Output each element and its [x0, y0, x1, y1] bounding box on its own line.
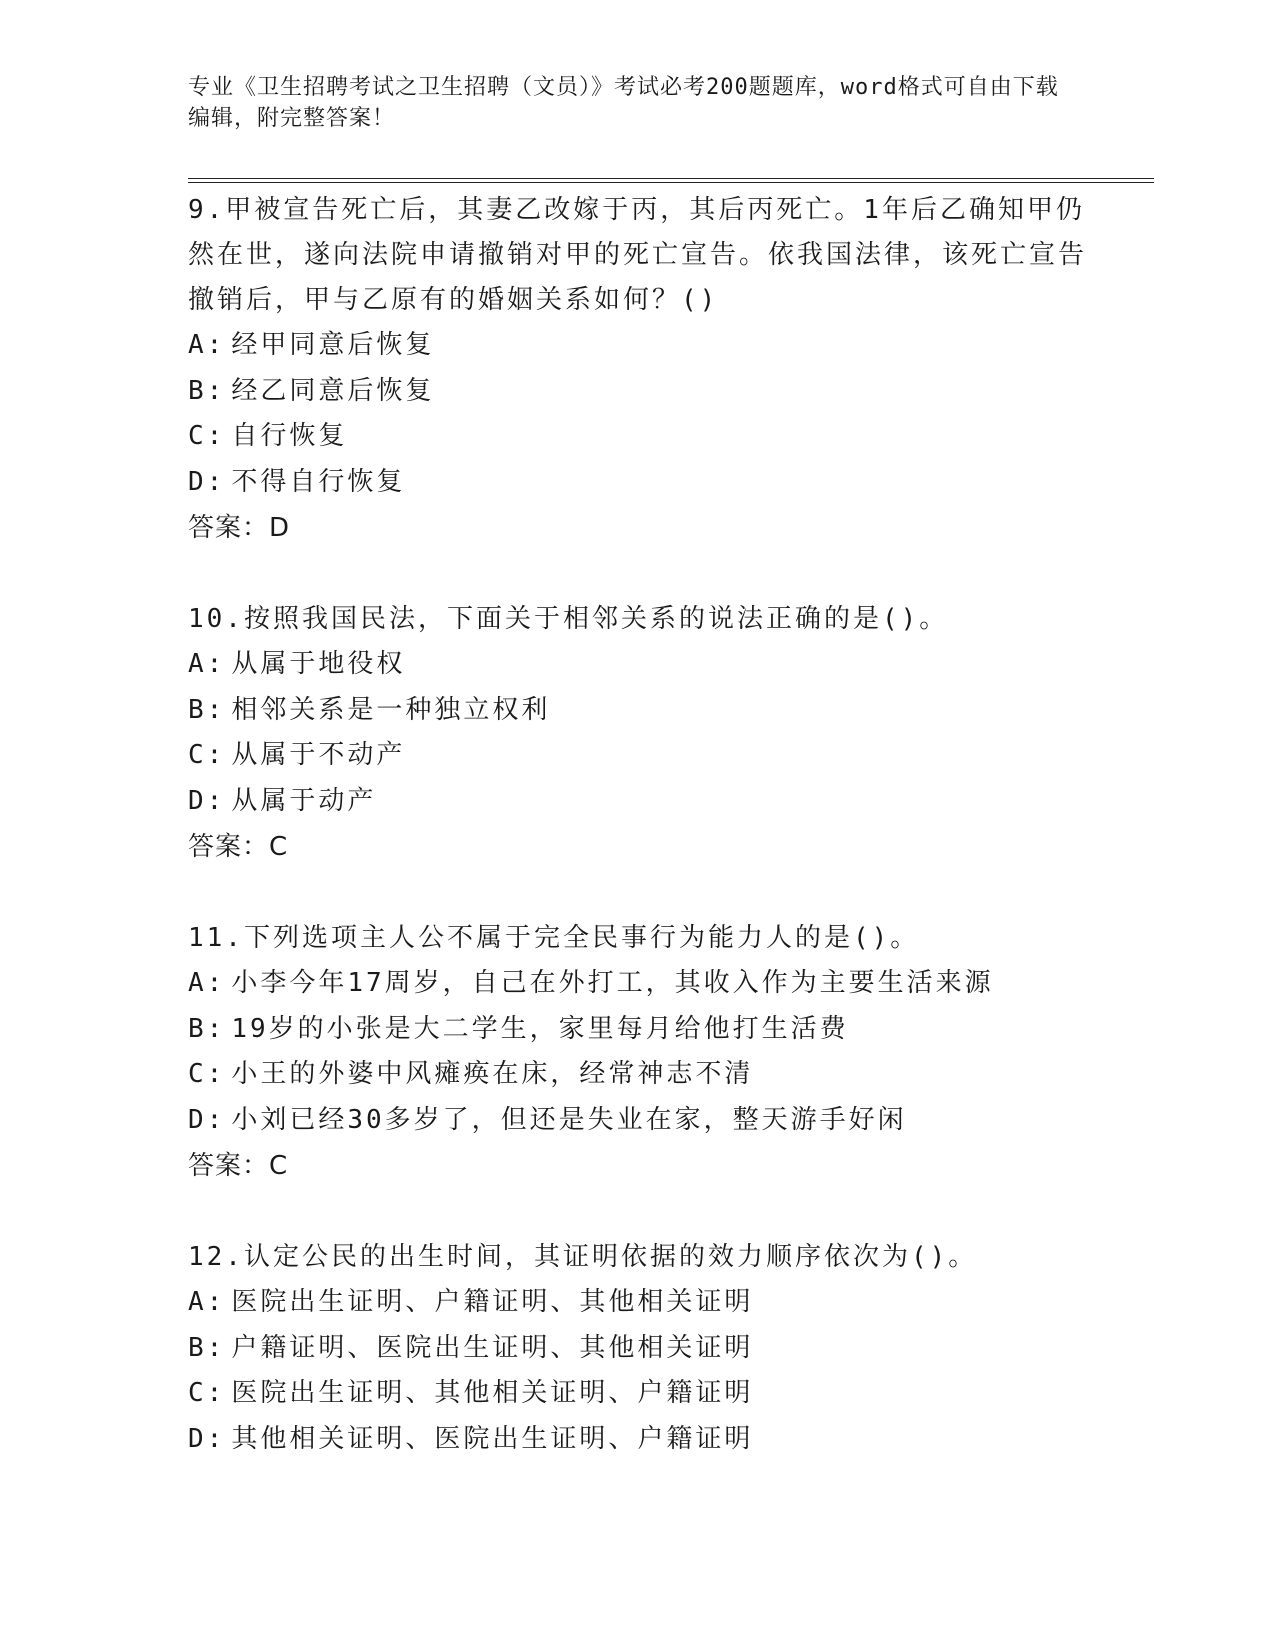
option-text: 医院出生证明、户籍证明、其他相关证明: [231, 1287, 754, 1317]
option-text: 19岁的小张是大二学生，家里每月给他打生活费: [231, 1013, 849, 1044]
header-divider-bottom: [188, 182, 1154, 183]
option-d: [188, 1417, 1088, 1463]
option-d: [188, 460, 1088, 506]
option-text: 户籍证明、医院出生证明、其他相关证明: [231, 1332, 754, 1363]
option-key: D:: [188, 466, 226, 497]
option-b: [188, 688, 1088, 734]
question-10: [188, 597, 1088, 870]
option-key: D:: [188, 1423, 226, 1454]
answer-line: 答案：C: [188, 832, 289, 862]
option-key: C:: [188, 1378, 226, 1408]
option-text: 小李今年17周岁，自己在外打工，其收入作为主要生活来源: [231, 968, 994, 998]
option-key: B:: [188, 375, 226, 406]
option-key: C:: [188, 1059, 226, 1089]
option-key: B:: [188, 694, 226, 725]
option-c: [188, 733, 1088, 779]
question-text: 9.甲被宣告死亡后，其妻乙改嫁于丙，其后丙死亡。1年后乙确知甲仍然在世，遂向法院申请撤销对甲的死亡宣告。依我国法律，该死亡宣告撤销后，甲与乙原有的婚姻关系如何？(): [188, 195, 1088, 315]
option-text: 不得自行恢复: [231, 466, 406, 497]
option-text: 从属于地役权: [231, 649, 406, 679]
question-12: [188, 1235, 1088, 1462]
option-key: C:: [188, 421, 226, 451]
option-text: 经乙同意后恢复: [231, 375, 435, 406]
option-text: 小刘已经30多岁了，但还是失业在家，整天游手好闲: [231, 1104, 907, 1135]
question-9: [188, 188, 1088, 551]
option-key: A:: [188, 649, 226, 679]
option-text: 经甲同意后恢复: [231, 330, 435, 360]
option-text: 医院出生证明、其他相关证明、户籍证明: [231, 1378, 754, 1408]
option-key: A:: [188, 968, 226, 998]
option-b: [188, 1326, 1088, 1372]
option-text: 小王的外婆中风瘫痪在床，经常神志不清: [231, 1059, 754, 1089]
question-11: [188, 916, 1088, 1189]
question-text: 11.下列选项主人公不属于完全民事行为能力人的是()。: [188, 923, 920, 953]
question-list: [188, 188, 1088, 1508]
question-text: 10.按照我国民法，下面关于相邻关系的说法正确的是()。: [188, 604, 949, 634]
option-key: A:: [188, 330, 226, 360]
option-key: D:: [188, 785, 226, 816]
option-c: [188, 414, 1088, 460]
document-header: 专业《卫生招聘考试之卫生招聘（文员）》考试必考200题题库，word格式可自由下载编辑，附完整答案！: [188, 75, 1059, 131]
option-text: 从属于不动产: [231, 740, 406, 770]
option-a: [188, 1280, 1088, 1326]
option-d: [188, 779, 1088, 825]
option-key: D:: [188, 1104, 226, 1135]
option-b: [188, 369, 1088, 415]
option-text: 从属于动产: [231, 785, 377, 816]
option-key: B:: [188, 1013, 226, 1044]
option-c: [188, 1371, 1088, 1417]
option-text: 其他相关证明、医院出生证明、户籍证明: [231, 1423, 754, 1454]
answer-line: 答案：C: [188, 1151, 289, 1181]
answer-line: 答案：D: [188, 513, 291, 543]
option-text: 自行恢复: [231, 421, 348, 451]
option-a: [188, 961, 1088, 1007]
option-key: A:: [188, 1287, 226, 1317]
option-b: [188, 1007, 1088, 1053]
option-key: C:: [188, 740, 226, 770]
header-divider-top: [188, 178, 1154, 179]
option-d: [188, 1098, 1088, 1144]
option-a: [188, 642, 1088, 688]
option-a: [188, 323, 1088, 369]
question-text: 12.认定公民的出生时间，其证明依据的效力顺序依次为()。: [188, 1242, 978, 1272]
option-c: [188, 1052, 1088, 1098]
option-key: B:: [188, 1332, 226, 1363]
option-text: 相邻关系是一种独立权利: [231, 694, 551, 725]
